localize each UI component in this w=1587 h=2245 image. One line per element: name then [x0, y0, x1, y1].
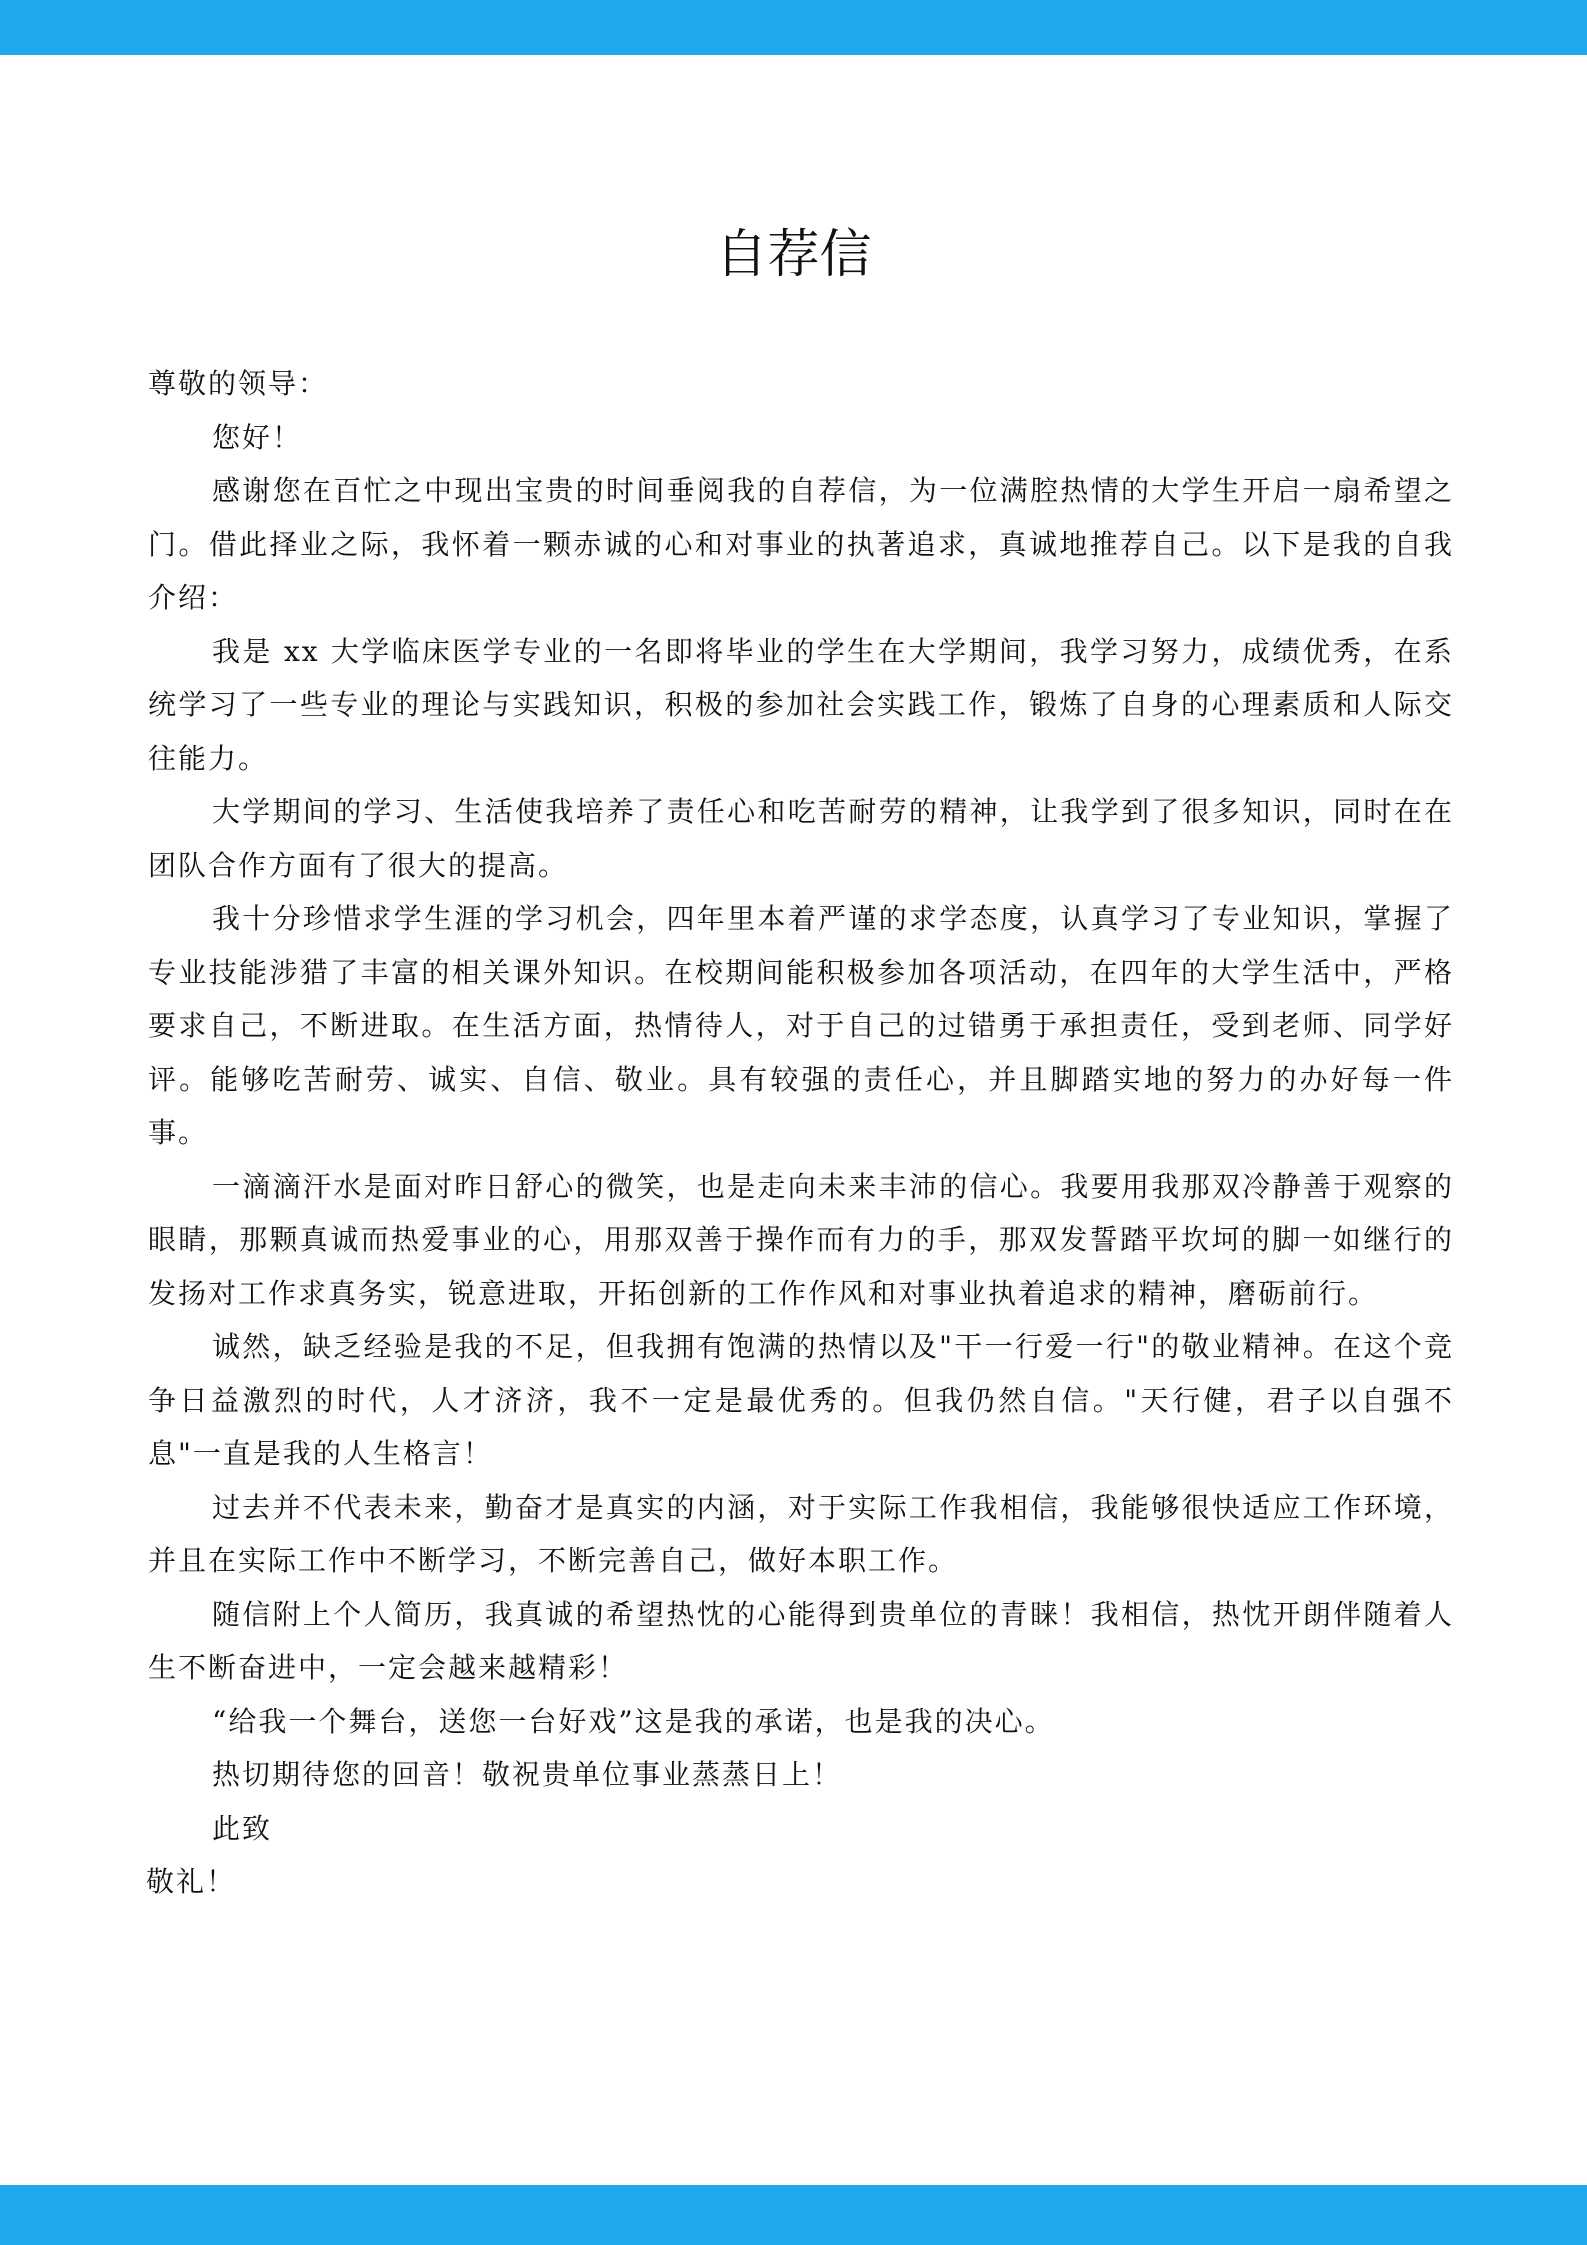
paragraph: 诚然，缺乏经验是我的不足，但我拥有饱满的热情以及"干一行爱一行"的敬业精神。在这个竞争日益激烈的时代，人才济济，我不一定是最优秀的。但我仍然自信。"天行健，君子以自强不息"一直是我的人生格言！ [148, 1330, 1454, 1470]
closing-line-1: 此致 [212, 1811, 273, 1845]
page-title: 自荐信 [715, 225, 872, 285]
paragraph: 一滴滴汗水是面对昨日舒心的微笑，也是走向未来丰沛的信心。我要用我那双冷静善于观察的眼睛，那颗真诚而热爱事业的心，用那双善于操作而有力的手，那双发誓踏平坎坷的脚一如继行的发扬对工作求真务实，锐意进取，开拓创新的工作作风和对事业执着追求的精神，磨砺前行。 [148, 1169, 1454, 1310]
paragraph: 过去并不代表未来，勤奋才是真实的内涵，对于实际工作我相信，我能够很快适应工作环境，并且在实际工作中不断学习，不断完善自己，做好本职工作。 [148, 1490, 1454, 1577]
paragraph: 我是 xx 大学临床医学专业的一名即将毕业的学生在大学期间，我学习努力，成绩优秀，在系统学习了一些专业的理论与实践知识，积极的参加社会实践工作，锻炼了自身的心理素质和人际交往能力。 [148, 634, 1454, 775]
paragraph: 我十分珍惜求学生涯的学习机会，四年里本着严谨的求学态度，认真学习了专业知识，掌握了专业技能涉猎了丰富的相关课外知识。在校期间能积极参加各项活动，在四年的大学生活中，严格要求自己，不断进取。在生活方面，热情待人，对于自己的过错勇于承担责任，受到老师、同学好评。能够吃苦耐劳、诚实、自信、敬业。具有较强的责任心，并且脚踏实地的努力的办好每一件事。 [148, 902, 1454, 1149]
paragraph: 热切期待您的回音！敬祝贵单位事业蒸蒸日上！ [212, 1758, 843, 1791]
bottom-accent-bar [0, 2185, 1587, 2245]
closing-line-2: 敬礼！ [146, 1865, 237, 1898]
paragraph: 随信附上个人简历，我真诚的希望热忱的心能得到贵单位的青睐！我相信，热忱开朗伴随着人生不断奋进中，一定会越来越精彩！ [148, 1597, 1454, 1684]
letter-body [148, 357, 1454, 1909]
salutation: 尊敬的领导： [148, 367, 329, 400]
paragraph: “给我一个舞台，送您一台好戏”这是我的承诺，也是我的决心。 [212, 1704, 1055, 1738]
greeting: 您好！ [212, 420, 303, 454]
paragraph: 感谢您在百忙之中现出宝贵的时间垂阅我的自荐信，为一位满腔热情的大学生开启一扇希望之门。借此择业之际，我怀着一颗赤诚的心和对事业的执著追求，真诚地推荐自己。以下是我的自我介绍： [148, 474, 1454, 614]
paragraph: 大学期间的学习、生活使我培养了责任心和吃苦耐劳的精神，让我学到了很多知识，同时在在团队合作方面有了很大的提高。 [148, 795, 1454, 882]
top-accent-bar [0, 0, 1587, 55]
